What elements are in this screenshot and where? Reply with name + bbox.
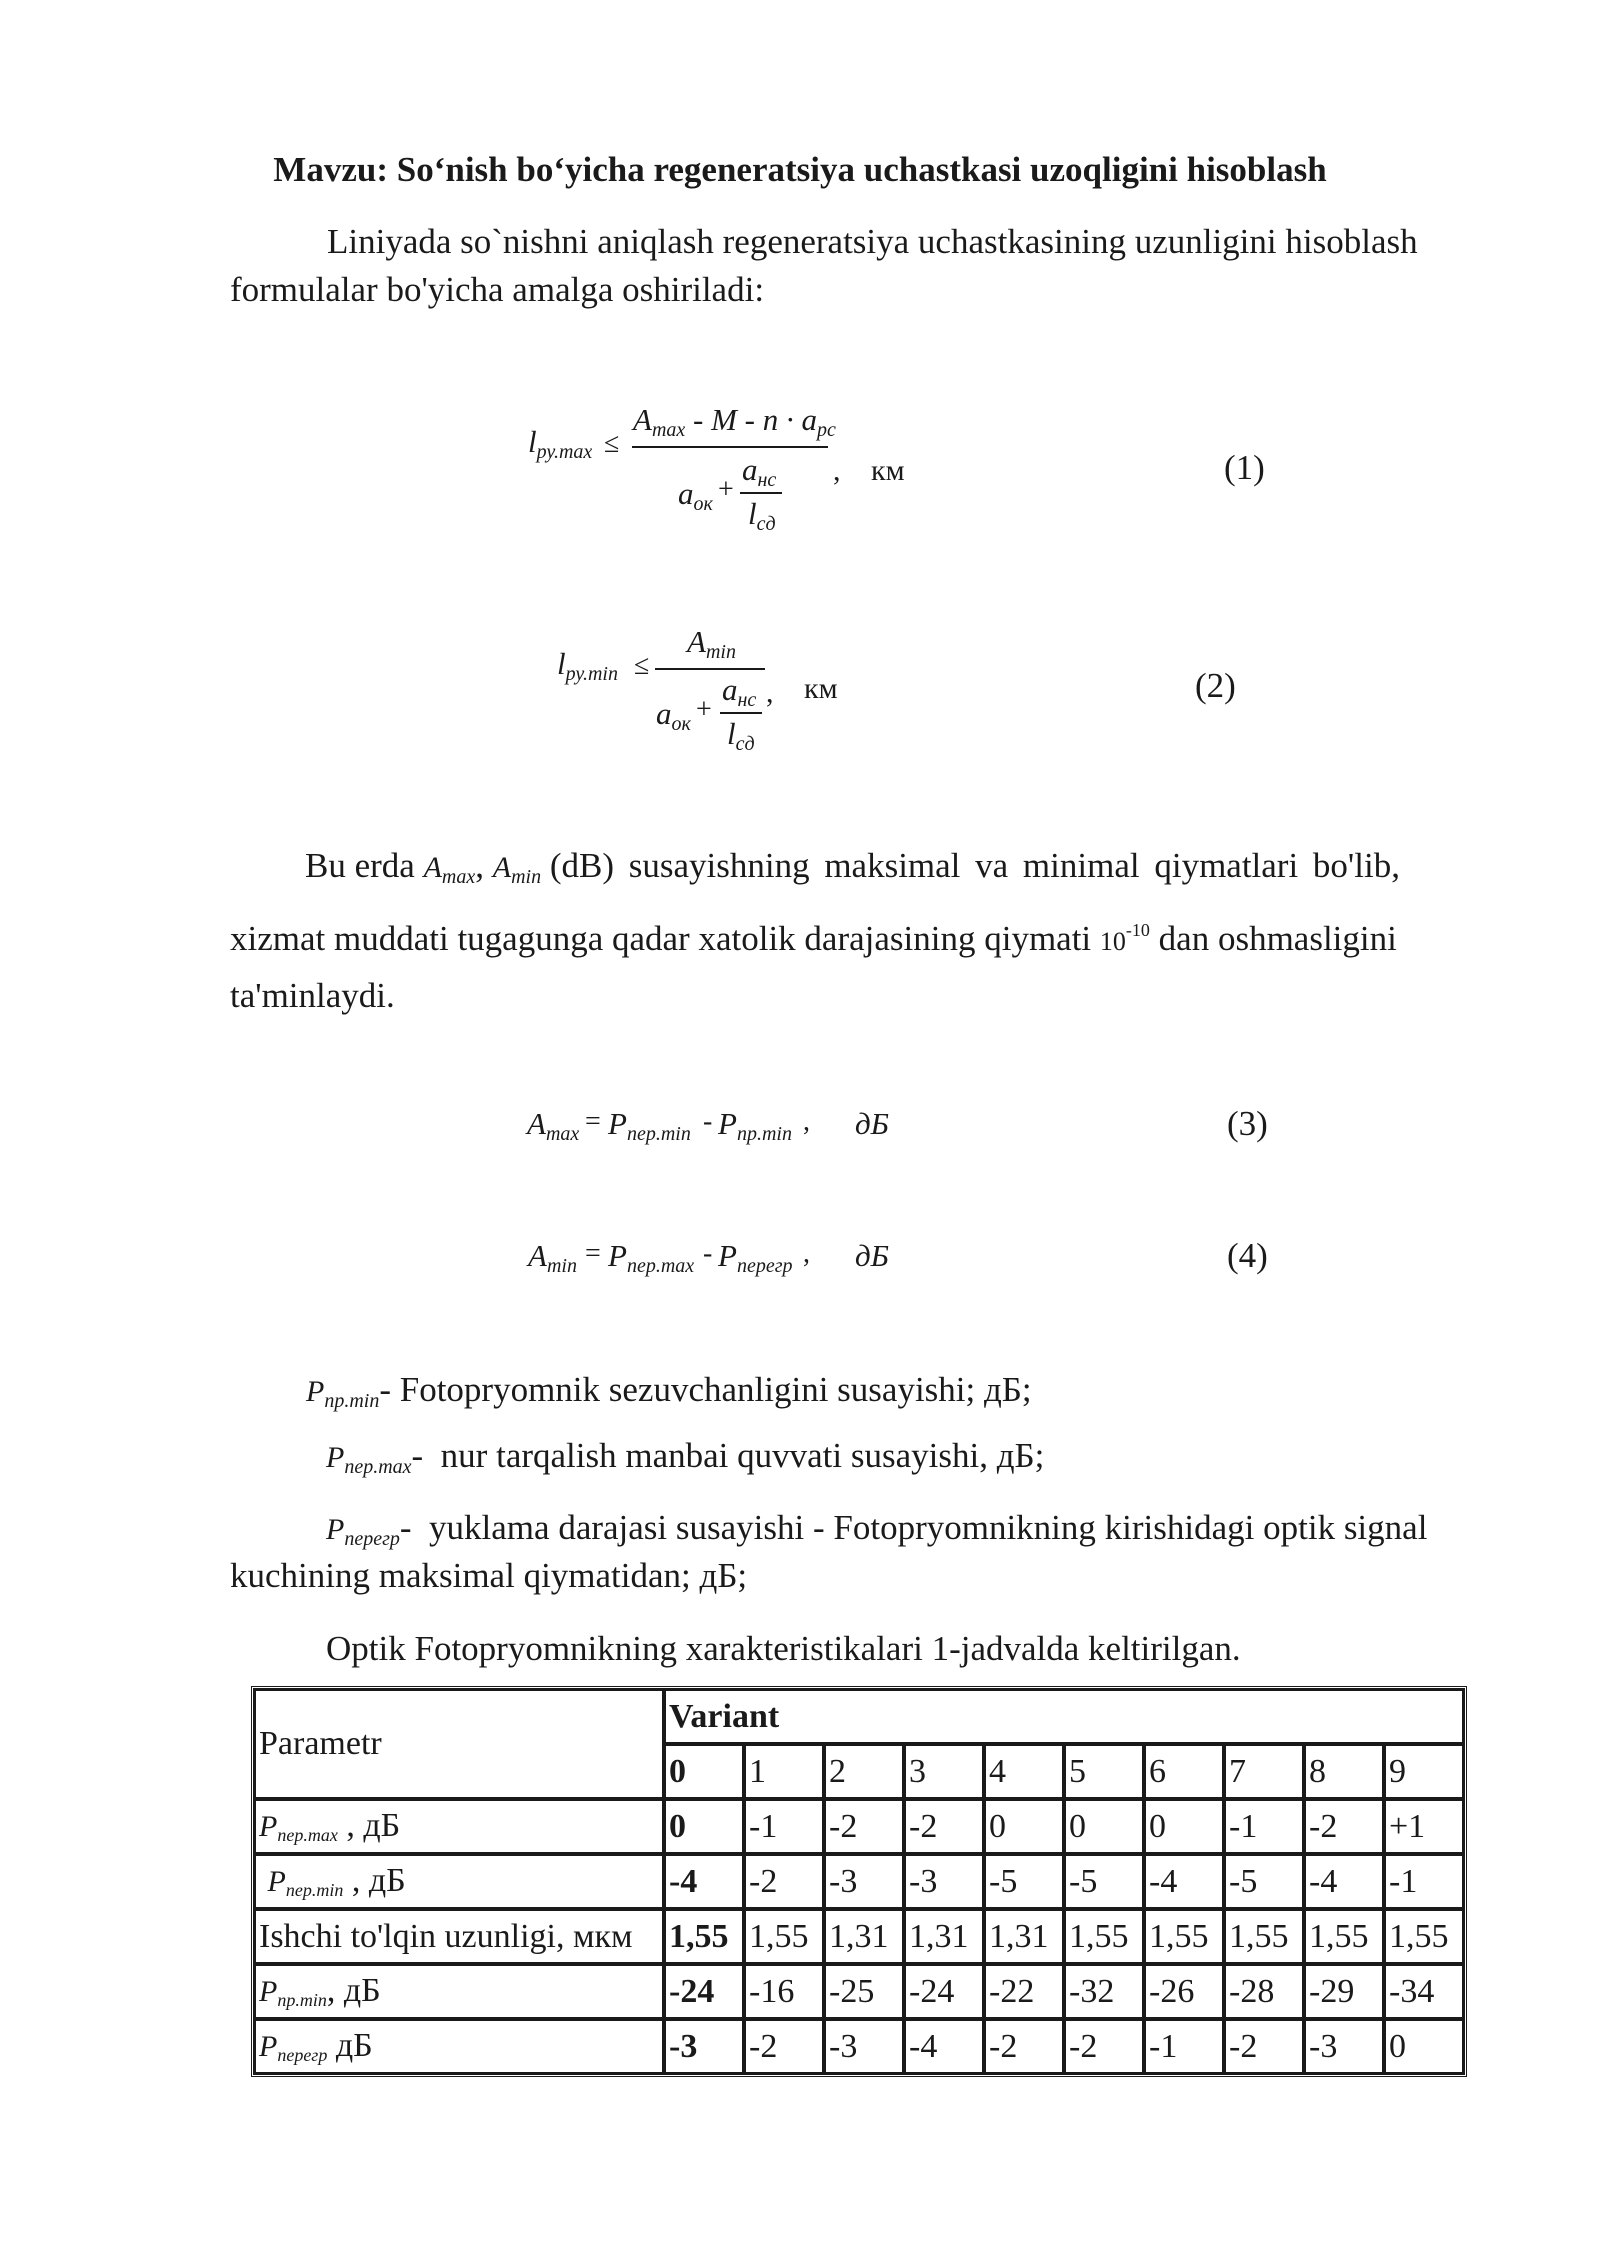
table-cell: 1,55 bbox=[664, 1909, 744, 1964]
f2-inner-num: $a_{нс}$ bbox=[722, 672, 757, 711]
f2-numerator: $A_{min}$ bbox=[687, 624, 736, 663]
f3-lhs: $A_{max}$ bbox=[527, 1106, 580, 1145]
f4-p1: $P_{пер.max}$ bbox=[608, 1238, 695, 1277]
variant-cell: 0 bbox=[664, 1744, 744, 1799]
f2-unit: км bbox=[804, 672, 838, 705]
table-cell: -4 bbox=[904, 2019, 984, 2074]
f4-comma: , bbox=[803, 1238, 810, 1269]
f4-number: (4) bbox=[1227, 1236, 1268, 1275]
table-cell: -1 bbox=[1384, 1854, 1464, 1909]
variant-cell: 5 bbox=[1064, 1744, 1144, 1799]
f1-plus: + bbox=[718, 474, 734, 505]
f4-minus: - bbox=[703, 1238, 713, 1269]
f4-unit: дБ bbox=[855, 1238, 889, 1273]
row-label: Pпр.min, дБ bbox=[254, 1964, 664, 2019]
table-cell: -4 bbox=[1304, 1854, 1384, 1909]
f1-rel: ≤ bbox=[604, 428, 620, 459]
table-cell: -4 bbox=[1144, 1854, 1224, 1909]
table-cell: 1,55 bbox=[1064, 1909, 1144, 1964]
table-cell: 0 bbox=[1144, 1799, 1224, 1854]
table-cell: -34 bbox=[1384, 1964, 1464, 2019]
row-label: Pпер.max , дБ bbox=[254, 1799, 664, 1854]
table-row bbox=[254, 1964, 1464, 2019]
table-cell: -2 bbox=[1224, 2019, 1304, 2074]
table-cell: -4 bbox=[664, 1854, 744, 1909]
table-row bbox=[254, 2019, 1464, 2074]
row-label: Pперегр дБ bbox=[254, 2019, 664, 2074]
table-cell: -3 bbox=[824, 1854, 904, 1909]
f1-den-a: $a_{ок}$ bbox=[678, 476, 713, 515]
variant-header: Variant bbox=[664, 1689, 1464, 1744]
explain-line-2: xizmat muddati tugagunga qadar xatolik darajasining qiymati $10^{-10}$ dan oshmasligini bbox=[230, 919, 1397, 958]
table-cell: -1 bbox=[1224, 1799, 1304, 1854]
table-cell: -2 bbox=[1064, 2019, 1144, 2074]
table-cell: -25 bbox=[824, 1964, 904, 2019]
table-cell: 1,31 bbox=[824, 1909, 904, 1964]
f3-p1: $P_{пер.min}$ bbox=[608, 1106, 691, 1145]
table-cell: 1,31 bbox=[904, 1909, 984, 1964]
variant-cell: 7 bbox=[1224, 1744, 1304, 1799]
table-cell: -2 bbox=[744, 2019, 824, 2074]
f3-p2: $P_{пр.min}$ bbox=[718, 1106, 792, 1145]
table-cell: -3 bbox=[824, 2019, 904, 2074]
f4-lhs: $A_{min}$ bbox=[528, 1238, 577, 1277]
table-cell: -5 bbox=[1224, 1854, 1304, 1909]
f2-inner-bar bbox=[720, 712, 762, 714]
table-cell: +1 bbox=[1384, 1799, 1464, 1854]
table-cell: -1 bbox=[1144, 2019, 1224, 2074]
table-cell: 1,55 bbox=[1144, 1909, 1224, 1964]
table-cell: -3 bbox=[1304, 2019, 1384, 2074]
f2-inner-den: $l_{сд}$ bbox=[727, 716, 755, 755]
table-cell: -22 bbox=[984, 1964, 1064, 2019]
f1-inner-num: $a_{нс}$ bbox=[742, 452, 777, 491]
table-row bbox=[254, 1854, 1464, 1909]
table-cell: 0 bbox=[1384, 2019, 1464, 2074]
def-p-peregr: $P_{перегр}-$ yuklama darajasi susayishi - Fotopryomnikning kirishidagi optik signal bbox=[326, 1508, 1428, 1550]
variant-cell: 8 bbox=[1304, 1744, 1384, 1799]
table-cell: 0 bbox=[1064, 1799, 1144, 1854]
table-cell: -24 bbox=[664, 1964, 744, 2019]
f1-unit: км bbox=[871, 454, 905, 487]
table-intro: Optik Fotopryomnikning xarakteristikalari 1-jadvalda keltirilgan. bbox=[326, 1629, 1241, 1668]
table-cell: -2 bbox=[824, 1799, 904, 1854]
f2-rel: ≤ bbox=[634, 650, 650, 681]
param-header: Parametr bbox=[254, 1689, 664, 1799]
table-cell: 1,55 bbox=[744, 1909, 824, 1964]
f1-comma: , bbox=[833, 454, 841, 487]
f1-number: (1) bbox=[1224, 448, 1265, 487]
table-cell: -3 bbox=[664, 2019, 744, 2074]
table-cell: -5 bbox=[1064, 1854, 1144, 1909]
explain-line-1: Bu erda $A_{max}$, $A_{min}$ (dB) susayishning maksimal va minimal qiymatlari bo'lib, bbox=[305, 846, 1400, 888]
explain-line-3: ta'minlaydi. bbox=[230, 976, 395, 1015]
table-header-row bbox=[254, 1689, 1464, 1744]
variant-cell: 6 bbox=[1144, 1744, 1224, 1799]
table-cell: -28 bbox=[1224, 1964, 1304, 2019]
f1-lhs: $l_{ру.max}$ bbox=[528, 424, 593, 463]
f2-plus: + bbox=[696, 694, 712, 725]
f2-number: (2) bbox=[1195, 666, 1236, 705]
intro-line-1: Liniyada so`nishni aniqlash regeneratsiya uchastkasining uzunligini hisoblash bbox=[327, 222, 1418, 261]
table-cell: -3 bbox=[904, 1854, 984, 1909]
f3-comma: , bbox=[803, 1106, 810, 1137]
table-cell: 1,31 bbox=[984, 1909, 1064, 1964]
table-cell: -24 bbox=[904, 1964, 984, 2019]
f3-minus: - bbox=[703, 1106, 713, 1137]
f2-comma: , bbox=[766, 676, 774, 709]
f1-numerator: $A_{max} - M - n \cdot a_{рс}$ bbox=[633, 402, 836, 441]
table-cell: -29 bbox=[1304, 1964, 1384, 2019]
table-cell: 1,55 bbox=[1224, 1909, 1304, 1964]
table-cell: -5 bbox=[984, 1854, 1064, 1909]
variant-cell: 2 bbox=[824, 1744, 904, 1799]
row-label: Pпер.min , дБ bbox=[254, 1854, 664, 1909]
f1-inner-bar bbox=[740, 492, 782, 494]
parameters-table bbox=[251, 1686, 1467, 2077]
f4-eq: = bbox=[585, 1238, 601, 1269]
def-p-pr-min: $P_{пр.min}-$ Fotopryomnik sezuvchanligini susayishi; дБ; bbox=[306, 1370, 1032, 1412]
table-cell: 1,55 bbox=[1384, 1909, 1464, 1964]
def-p-per-max: $P_{пер.max}-$ nur tarqalish manbai quvvati susayishi, дБ; bbox=[326, 1436, 1045, 1478]
f2-lhs: $l_{ру.min}$ bbox=[557, 646, 618, 685]
table-cell: 0 bbox=[984, 1799, 1064, 1854]
variant-cell: 4 bbox=[984, 1744, 1064, 1799]
f3-number: (3) bbox=[1227, 1104, 1268, 1143]
table-cell: 0 bbox=[664, 1799, 744, 1854]
table-row bbox=[254, 1799, 1464, 1854]
table-cell: -2 bbox=[744, 1854, 824, 1909]
f3-eq: = bbox=[585, 1106, 601, 1137]
f2-den-a: $a_{ок}$ bbox=[656, 696, 691, 735]
variant-cell: 1 bbox=[744, 1744, 824, 1799]
page-title: Mavzu: So‘nish bo‘yicha regeneratsiya uchastkasi uzoqligini hisoblash bbox=[273, 150, 1327, 189]
f4-p2: $P_{перегр}$ bbox=[718, 1238, 793, 1277]
variant-cell: 3 bbox=[904, 1744, 984, 1799]
f2-fraction-bar bbox=[655, 668, 765, 670]
variant-cell: 9 bbox=[1384, 1744, 1464, 1799]
table-row bbox=[254, 1909, 1464, 1964]
table-cell: -16 bbox=[744, 1964, 824, 2019]
f1-inner-den: $l_{сд}$ bbox=[748, 496, 776, 535]
def-p-peregr-cont: kuchining maksimal qiymatidan; дБ; bbox=[230, 1556, 748, 1595]
f3-unit: дБ bbox=[855, 1106, 889, 1141]
f1-fraction-bar bbox=[632, 446, 828, 448]
table-cell: -2 bbox=[904, 1799, 984, 1854]
table-cell: -26 bbox=[1144, 1964, 1224, 2019]
table-cell: -32 bbox=[1064, 1964, 1144, 2019]
table-cell: -2 bbox=[1304, 1799, 1384, 1854]
row-label: Ishchi to'lqin uzunligi, мкм bbox=[254, 1909, 664, 1964]
table-cell: -1 bbox=[744, 1799, 824, 1854]
table-cell: 1,55 bbox=[1304, 1909, 1384, 1964]
intro-line-2: formulalar bo'yicha amalga oshiriladi: bbox=[230, 270, 765, 309]
table-cell: -2 bbox=[984, 2019, 1064, 2074]
